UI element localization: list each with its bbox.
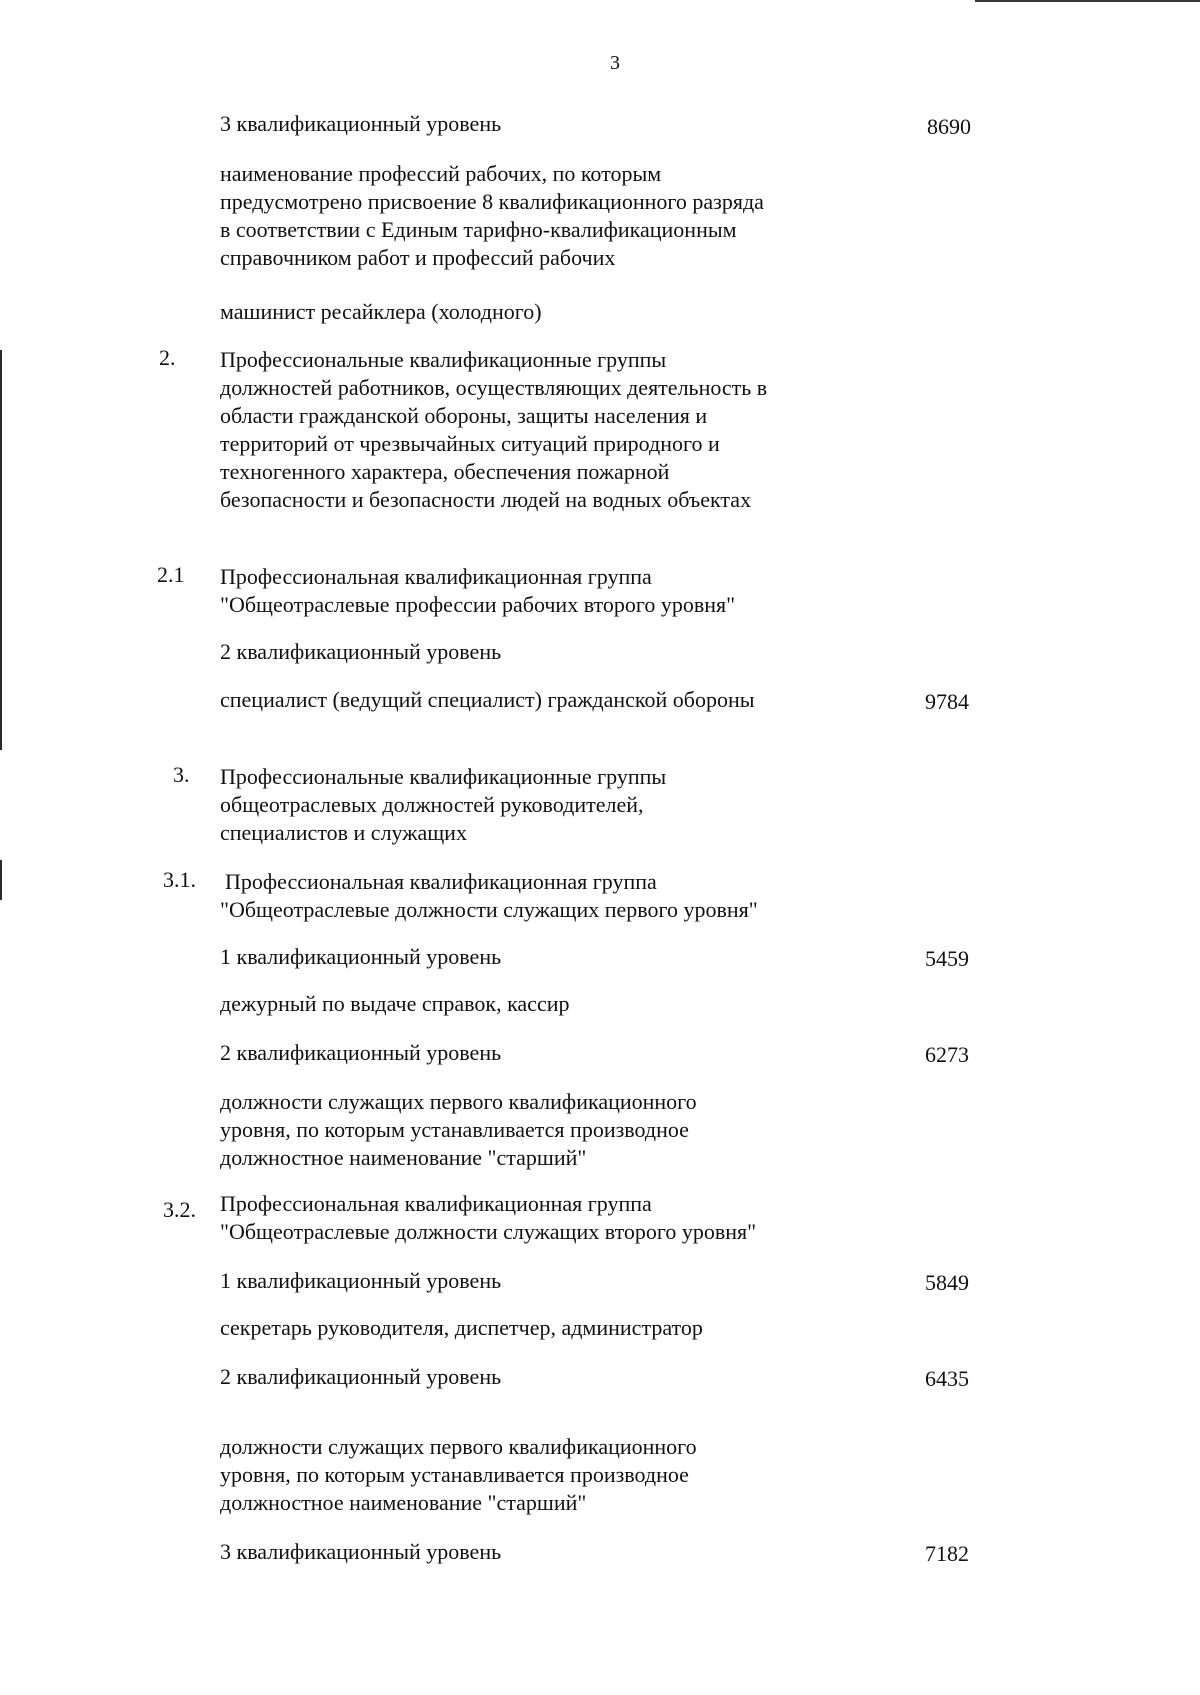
position-text: дежурный по выдаче справок, кассир <box>220 991 570 1016</box>
section-title-line: Профессиональные квалификационные группы <box>220 347 667 372</box>
section-title-line: специалистов и служащих <box>220 820 467 845</box>
salary-value: 5849 <box>925 1270 969 1295</box>
group-title-line: "Общеотраслевые должности служащих первого уровня" <box>220 897 758 922</box>
section-number: 2.1 <box>157 562 185 587</box>
scan-edge-mark <box>0 350 2 750</box>
section-number: 3.2. <box>163 1197 196 1222</box>
section-title-line: общеотраслевых должностей руководителей, <box>220 792 644 817</box>
salary-value: 5459 <box>925 946 969 971</box>
position-text-line: должности служащих первого квалификационного <box>220 1434 697 1459</box>
position-text-line: уровня, по которым устанавливается производное <box>220 1117 689 1142</box>
position-text: секретарь руководителя, диспетчер, администратор <box>220 1315 703 1340</box>
salary-value: 9784 <box>925 689 969 714</box>
level-label: 1 квалификационный уровень <box>220 1268 502 1293</box>
section-title-line: техногенного характера, обеспечения пожарной <box>220 459 670 484</box>
salary-value: 6273 <box>925 1042 969 1067</box>
section-number: 2. <box>159 345 176 370</box>
salary-value: 6435 <box>925 1366 969 1391</box>
position-text-line: должностное наименование "старший" <box>220 1490 587 1515</box>
group-title-line: Профессиональная квалификационная группа <box>220 564 652 589</box>
group-title-line: Профессиональная квалификационная группа <box>220 1191 652 1216</box>
section-title-line: территорий от чрезвычайных ситуаций природного и <box>220 431 720 456</box>
level-label: 3 квалификационный уровень <box>220 111 502 136</box>
description-line: предусмотрено присвоение 8 квалификационного разряда <box>220 189 764 214</box>
section-number: 3. <box>173 762 190 787</box>
section-title-line: Профессиональные квалификационные группы <box>220 764 667 789</box>
section-title-line: должностей работников, осуществляющих деятельность в <box>220 375 768 400</box>
group-title-line: "Общеотраслевые профессии рабочих второго уровня" <box>220 592 736 617</box>
level-label: 2 квалификационный уровень <box>220 1040 502 1065</box>
level-label: 1 квалификационный уровень <box>220 944 502 969</box>
description-line: наименование профессий рабочих, по которым <box>220 161 662 186</box>
level-label: 2 квалификационный уровень <box>220 639 502 664</box>
salary-value: 7182 <box>925 1541 969 1566</box>
group-title-line: Профессиональная квалификационная группа <box>225 869 657 894</box>
group-title-line: "Общеотраслевые должности служащих второго уровня" <box>220 1219 757 1244</box>
salary-value: 8690 <box>927 114 971 139</box>
scan-edge-mark <box>975 0 1200 2</box>
section-number: 3.1. <box>163 867 196 892</box>
position-text: специалист (ведущий специалист) гражданской обороны <box>220 687 755 712</box>
section-title-line: области гражданской обороны, защиты населения и <box>220 403 708 428</box>
section-title-line: безопасности и безопасности людей на водных объектах <box>220 487 752 512</box>
position-text: машинист ресайклера (холодного) <box>220 299 542 324</box>
description-line: справочником работ и профессий рабочих <box>220 245 616 270</box>
page-number: 3 <box>610 52 620 74</box>
level-label: 3 квалификационный уровень <box>220 1539 502 1564</box>
scan-edge-mark <box>0 860 2 900</box>
position-text-line: должности служащих первого квалификационного <box>220 1089 697 1114</box>
position-text-line: должностное наименование "старший" <box>220 1145 587 1170</box>
level-label: 2 квалификационный уровень <box>220 1364 502 1389</box>
position-text-line: уровня, по которым устанавливается производное <box>220 1462 689 1487</box>
description-line: в соответствии с Единым тарифно-квалификационным <box>220 217 737 242</box>
